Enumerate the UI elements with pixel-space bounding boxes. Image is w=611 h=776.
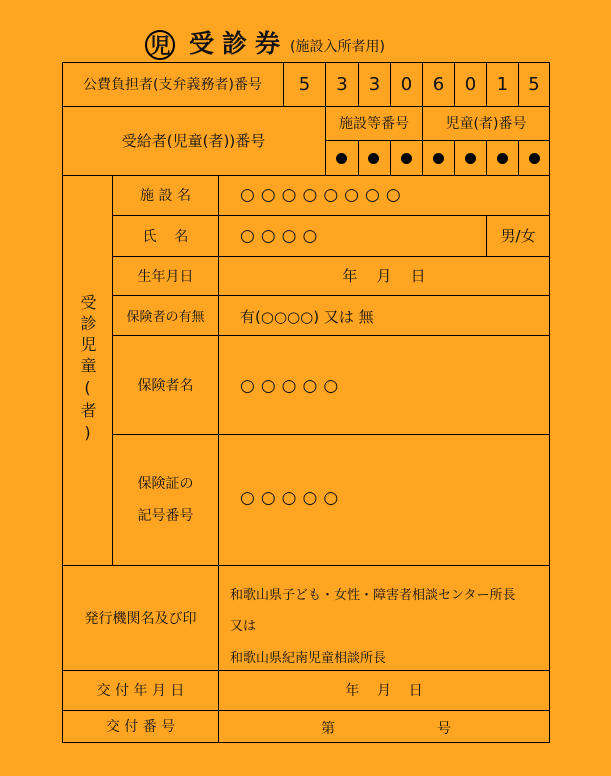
redacted-mark bbox=[465, 153, 476, 164]
name-label: 氏 名 bbox=[142, 228, 189, 245]
title-main: 受診券 bbox=[189, 29, 289, 58]
payer-digit: 1 bbox=[496, 73, 509, 95]
child-number-label: 児童(者)番号 bbox=[445, 116, 527, 132]
redacted-mark bbox=[368, 153, 379, 164]
issuer-line2: 又は bbox=[230, 619, 257, 634]
issuer-line1: 和歌山県子ども・女性・障害者相談センター所長 bbox=[230, 588, 516, 603]
insurance-card-value: ○○○○○ bbox=[240, 488, 345, 508]
issuer-label: 発行機関名及び印 bbox=[84, 610, 197, 627]
redacted-mark bbox=[529, 153, 540, 164]
name-value: ○○○○ bbox=[240, 226, 324, 246]
payer-digit: 6 bbox=[432, 73, 445, 95]
insurer-name-label: 保険者名 bbox=[137, 377, 194, 394]
dob-value: 年 月 日 bbox=[342, 267, 426, 285]
patient-section-label: 受診児童(者) bbox=[78, 293, 97, 447]
payer-number-label: 公費負担者(支弁義務者)番号 bbox=[83, 77, 262, 93]
facility-name-label: 施 設 名 bbox=[140, 188, 191, 204]
facility-name-value: ○○○○○○○○ bbox=[240, 185, 407, 205]
payer-digit: 3 bbox=[368, 73, 381, 95]
issue-date-label: 交 付 年 月 日 bbox=[96, 683, 185, 699]
payer-digit: 3 bbox=[336, 73, 348, 95]
recipient-number-label: 受給者(児童(者))番号 bbox=[121, 132, 266, 150]
insurer-name-value: ○○○○○ bbox=[240, 376, 345, 396]
issue-number-suffix: 号 bbox=[437, 721, 451, 737]
redacted-mark bbox=[401, 153, 412, 164]
insurer-presence-label: 保険者の有無 bbox=[126, 309, 205, 325]
title-sub: (施設入所者用) bbox=[290, 39, 385, 55]
insurance-card-label bbox=[113, 434, 218, 565]
circled-ji-mark: 児 bbox=[145, 30, 175, 60]
payer-digit: 0 bbox=[400, 73, 413, 95]
sex-value: 男/女 bbox=[500, 227, 536, 245]
payer-digit: 5 bbox=[298, 73, 311, 95]
issuer-line3: 和歌山県紀南児童相談所長 bbox=[230, 651, 387, 666]
payer-digit: 5 bbox=[528, 73, 540, 95]
redacted-mark bbox=[336, 153, 347, 164]
redacted-mark bbox=[497, 153, 508, 164]
issue-date-value: 年 月 日 bbox=[345, 683, 423, 699]
redacted-mark bbox=[433, 153, 444, 164]
insurance-card-label-line2: 記号番号 bbox=[137, 507, 194, 524]
issue-number-prefix: 第 bbox=[321, 721, 335, 737]
payer-digit: 0 bbox=[464, 73, 477, 95]
facility-number-label: 施設等番号 bbox=[339, 116, 409, 132]
document-title bbox=[145, 26, 385, 60]
issue-number-label: 交 付 番 号 bbox=[105, 719, 176, 735]
insurer-presence-value: 有(○○○○) 又は 無 bbox=[240, 308, 374, 326]
insurance-card-label-line1: 保険証の bbox=[137, 475, 194, 492]
dob-label: 生年月日 bbox=[137, 268, 194, 285]
